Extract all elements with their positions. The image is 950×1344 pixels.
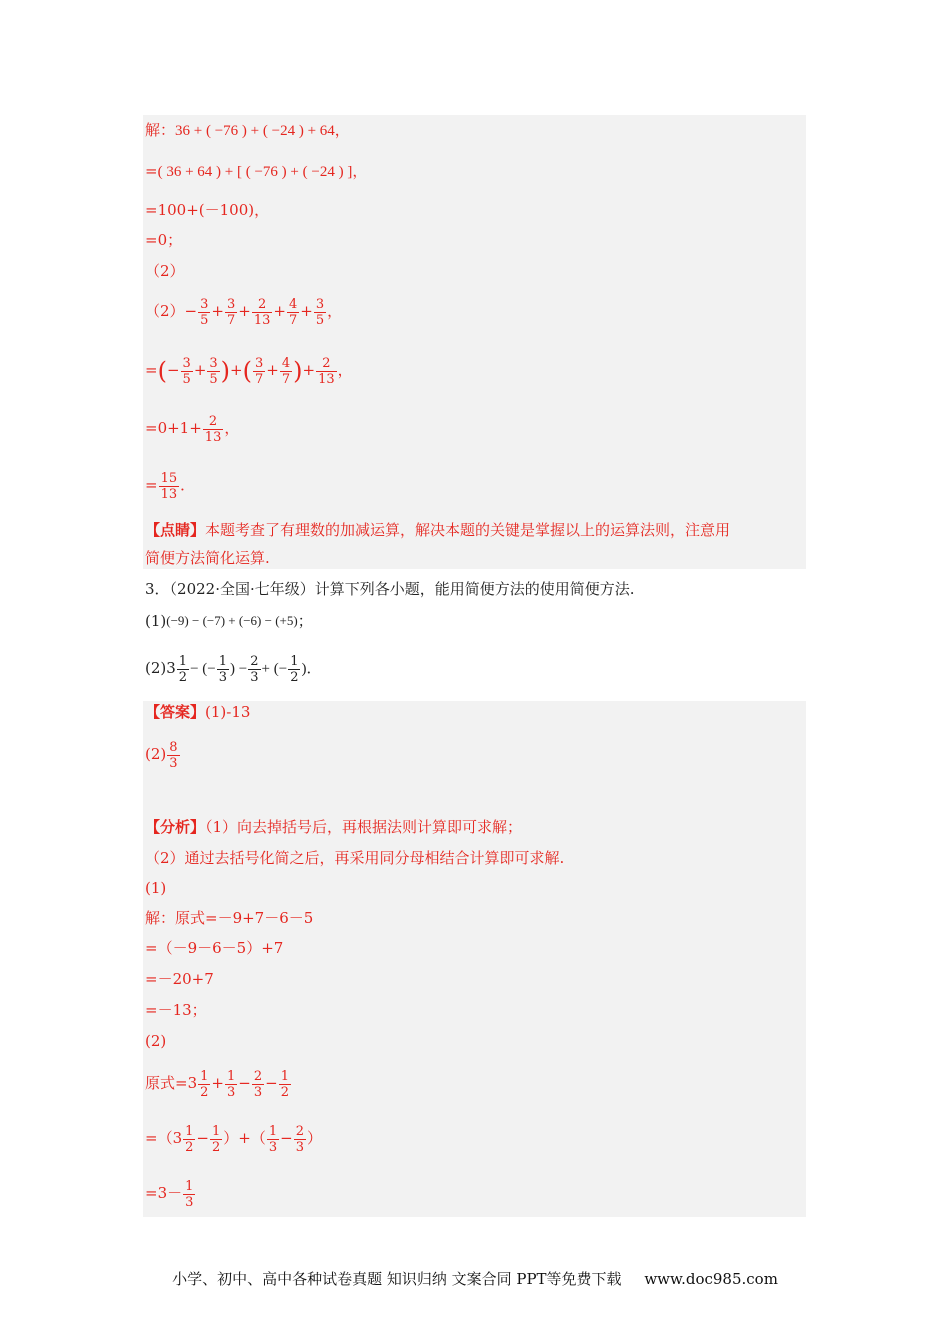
analysis-line2: （2）通过去括号化简之后，再采用同分母相结合计算即可求解. (145, 849, 565, 867)
minus: − (196, 1129, 209, 1147)
plus: + (193, 361, 207, 379)
detail-prefix: =3－ (145, 1184, 183, 1202)
comma: ， (352, 162, 368, 180)
detail-p1-line1: 解：原式=－9+7－6－5 (145, 909, 314, 927)
sol2-line3 (145, 408, 239, 448)
plus: + (238, 302, 251, 320)
detail-p2-line3 (145, 1173, 196, 1213)
fraction: $\frac{3}{5}$ (182, 355, 191, 387)
question-3-part1 (145, 611, 313, 631)
sol2-line2 (145, 350, 353, 391)
sol1-line1 (145, 120, 350, 141)
plus: + (211, 1074, 224, 1092)
fraction: $\frac{3}{7}$ (255, 355, 264, 387)
solution-panel-top (143, 115, 806, 569)
minus: − (280, 1129, 293, 1147)
footer-url[interactable]: www.doc985.com (644, 1270, 778, 1288)
plus: + (211, 302, 224, 320)
fraction: $\frac{1}{2}$ (185, 1123, 194, 1155)
plus: + (300, 302, 313, 320)
analysis-tag: 【分析】 (145, 818, 206, 836)
comma: ， (327, 302, 343, 320)
detail-mid: ）+（ (223, 1129, 266, 1147)
paren: ( (242, 357, 252, 385)
detail-end: ） (306, 1129, 322, 1147)
fraction: $\frac{15}{13}$ (160, 470, 178, 502)
comment-line1 (145, 520, 730, 540)
fraction: $\frac{3}{7}$ (226, 296, 236, 328)
fraction: $\frac{1}{3}$ (185, 1178, 194, 1210)
detail-prefix: =（3 (145, 1129, 183, 1147)
fraction: $\frac{2}{13}$ (204, 413, 222, 445)
op: − (− (190, 661, 216, 677)
fraction: $\frac{3}{5}$ (200, 296, 209, 328)
sol1-expr1: 36 + ( −76 ) + ( −24 ) + 64 (175, 123, 335, 139)
analysis-text: （1）向去掉括号后，再根据法则计算即可求解； (205, 818, 523, 836)
fraction: $\frac{2}{13}$ (253, 296, 271, 328)
fraction: $\frac{1}{3}$ (218, 653, 228, 685)
comma: ， (334, 121, 350, 139)
minus: − (166, 361, 180, 379)
fraction: $\frac{1}{2}$ (211, 1123, 221, 1155)
sol2-part-label: （2） (145, 302, 185, 320)
part-label: (2) (145, 745, 167, 763)
fraction: $\frac{2}{3}$ (250, 653, 259, 685)
question-3-part2 (145, 648, 321, 689)
sol1-line4: =0； (145, 231, 183, 249)
question-number: 3． (145, 580, 170, 598)
sol2-line4 (145, 465, 195, 505)
fraction: $\frac{2}{13}$ (318, 355, 335, 387)
whole-number: 3 (166, 659, 176, 677)
fraction: $\frac{1}{2}$ (280, 1068, 289, 1100)
op: ) − (230, 661, 248, 677)
minus: − (238, 1074, 251, 1092)
minus: − (184, 302, 198, 320)
footer-text: 小学、初中、高中各种试卷真题 知识归纳 文案合同 PPT等免费下载 (172, 1270, 622, 1288)
sol2-line1 (145, 294, 342, 328)
part-label: (2) (145, 659, 167, 677)
fraction: $\frac{3}{5}$ (315, 296, 325, 328)
plus: + (266, 361, 279, 379)
fraction: $\frac{3}{5}$ (209, 355, 218, 387)
sol1-line3: =100+(－100)， (145, 201, 270, 219)
sol2-label: （2） (145, 262, 185, 280)
sol1-expr2: ( 36 + 64 ) + [ ( −76 ) + ( −24 ) ] (157, 164, 353, 180)
question-source: （2022·全国·七年级） (169, 580, 315, 598)
page-footer (0, 1268, 950, 1289)
detail-p1-line2: =（－9－6－5）+7 (145, 939, 284, 957)
fraction: $\frac{1}{2}$ (290, 653, 299, 685)
fraction: $\frac{1}{2}$ (178, 653, 188, 685)
fraction: $\frac{1}{3}$ (268, 1123, 278, 1155)
detail-p1-label: (1) (145, 879, 167, 897)
detail-p1-line4: =－13； (145, 1001, 207, 1019)
equals: = (145, 361, 158, 379)
detail-p2-line1 (145, 1063, 292, 1103)
plus: + (230, 361, 243, 379)
op: )． (301, 661, 322, 677)
paren: ) (220, 357, 231, 385)
equals: = (145, 162, 158, 180)
analysis-line1 (145, 817, 522, 837)
paren: ) (293, 357, 303, 385)
q3-p1-expr: (−9) − (−7) + (−6) − (+5) (166, 613, 298, 628)
detail-p2-line2 (145, 1118, 322, 1158)
comment-text: 本题考查了有理数的加减运算，解决本题的关键是掌握以上的运算法则，注意用 (205, 521, 731, 539)
fraction: $\frac{4}{7}$ (281, 355, 291, 387)
fraction: $\frac{1}{2}$ (200, 1068, 209, 1100)
detail-prefix: 原式=3 (145, 1074, 198, 1092)
period: ． (180, 476, 196, 494)
answer-line2 (145, 734, 181, 774)
comment-line2: 简便方法简化运算. (145, 549, 270, 567)
comma: ， (337, 361, 353, 379)
fraction: $\frac{4}{7}$ (288, 296, 298, 328)
semicolon: ； (297, 612, 313, 630)
sol1-line2 (145, 161, 367, 182)
plus: + (302, 361, 316, 379)
answer-fraction: $\frac{8}{3}$ (169, 739, 178, 771)
equals: = (145, 476, 158, 494)
detail-p2-label: (2) (145, 1032, 167, 1050)
question-stem: 计算下列各小题，能用简便方法的使用简便方法. (314, 580, 635, 598)
fraction: $\frac{2}{3}$ (253, 1068, 263, 1100)
op: + (− (261, 661, 288, 677)
comma: ， (224, 419, 240, 437)
fraction: $\frac{1}{3}$ (226, 1068, 236, 1100)
part-label: (1) (145, 612, 167, 630)
detail-p1-line3: =－20+7 (145, 970, 214, 988)
minus: − (265, 1074, 278, 1092)
question-3 (145, 579, 635, 599)
comment-tag: 【点睛】 (145, 521, 206, 539)
paren: ( (157, 357, 167, 385)
sol2-prefix: =0+1+ (145, 419, 202, 437)
answer-tag: 【答案】 (145, 703, 206, 721)
plus: + (273, 302, 286, 320)
solution-label: 解： (145, 121, 176, 139)
answer-line1 (145, 702, 250, 722)
answer-1: (1)-13 (205, 703, 251, 721)
fraction: $\frac{2}{3}$ (295, 1123, 304, 1155)
